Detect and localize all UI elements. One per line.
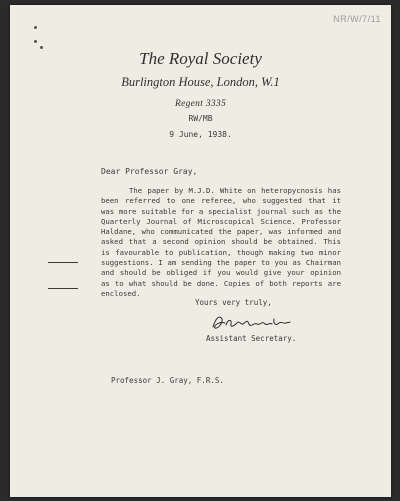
letterhead-phone: Regent 3335: [174, 99, 227, 109]
punch-hole: [34, 26, 37, 29]
signature: [210, 311, 292, 333]
letter-page: [10, 5, 391, 497]
addressee: Professor J. Gray, F.R.S.: [111, 376, 224, 385]
archive-reference: NR/W/7/11: [333, 14, 381, 24]
letter-date: 9 June, 1938.: [169, 130, 232, 139]
margin-mark: [48, 288, 78, 289]
margin-mark: [48, 262, 78, 263]
letterhead-address: Burlington House, London, W.1: [121, 75, 280, 89]
signer-title: Assistant Secretary.: [206, 334, 297, 343]
letter-body: The paper by M.J.D. White on heteropycnosis has been referred to one referee, who suggested that it was more suitable for a specialist journal such as the Quarterly Journal of Microscopical Science. Professor Haldane, who communicated the paper, was informed and asked that a second opinion should be obtained. This is favourable to publication, though making two minor suggestions. I am sending the paper to you as Chairman and should be obliged if you would give your opinion as to what should be done. Copies of both reports are enclosed.: [101, 186, 341, 298]
punch-hole: [34, 40, 37, 43]
letterhead-title: The Royal Society: [139, 49, 262, 68]
closing: Yours very truly,: [195, 298, 272, 307]
reference-code: RW/MB: [188, 114, 213, 123]
salutation: Dear Professor Gray,: [101, 167, 198, 176]
